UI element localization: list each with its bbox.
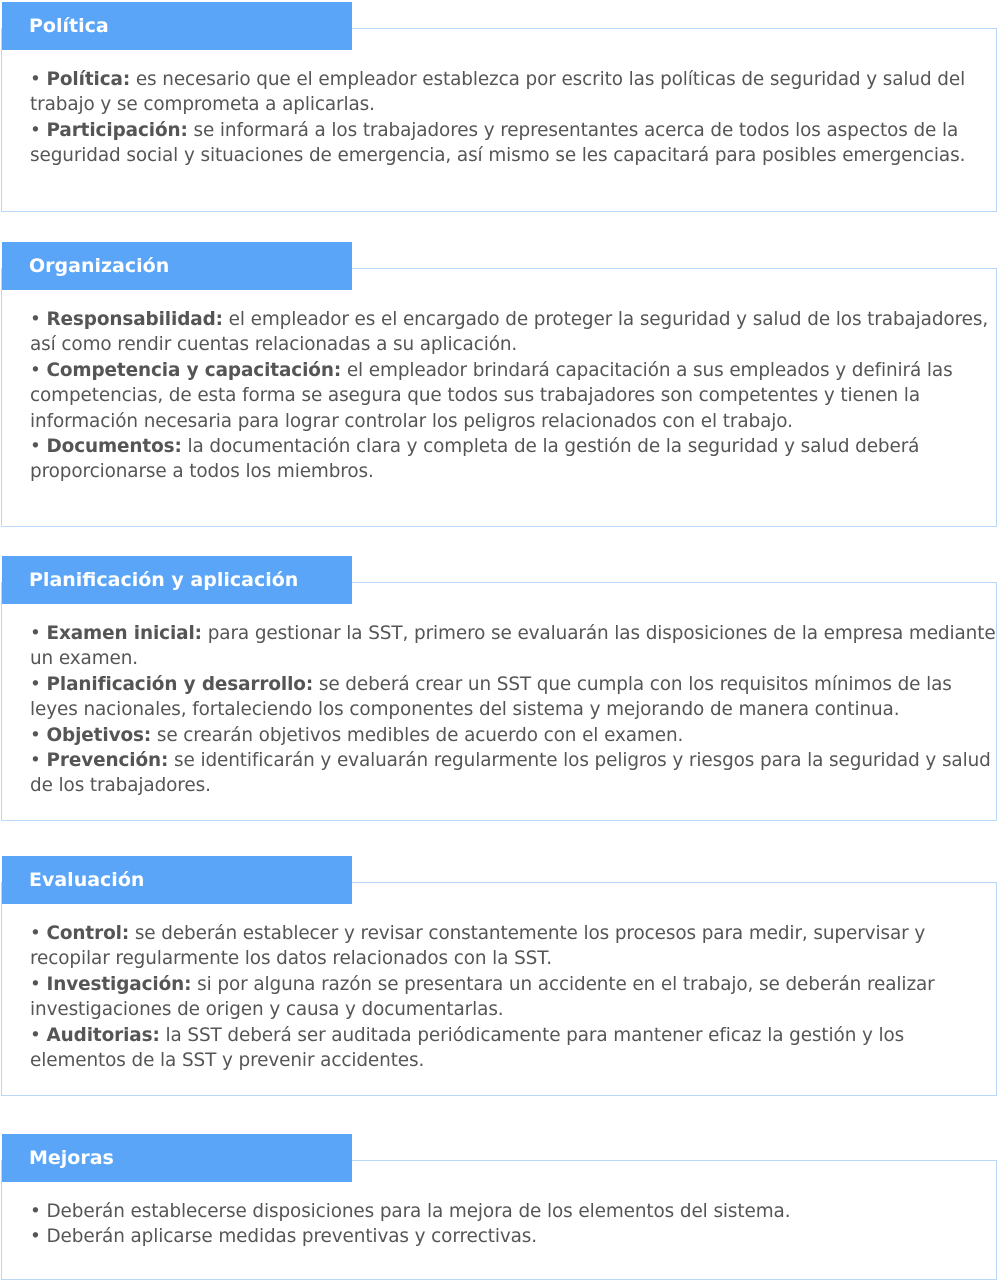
item-term: Planificación y desarrollo:	[46, 673, 314, 695]
list-item: • Objetivos: se crearán objetivos medibles de acuerdo con el examen.	[30, 724, 684, 746]
item-text: la SST deberá ser auditada periódicamente para mantener eficaz la gestión y los elementos de la SST y prevenir accidentes.	[30, 1024, 905, 1072]
item-text: se identificarán y evaluarán regularmente los peligros y riesgos para la seguridad y salud de los trabajadores.	[30, 750, 991, 797]
section-box	[1, 582, 997, 821]
item-term: Investigación:	[46, 973, 192, 995]
item-list	[30, 67, 996, 169]
item-text: se deberá crear un SST que cumpla con los requisitos mínimos de las leyes nacionales, fortaleciendo los componentes del sistema y mejorando de manera continua.	[30, 673, 952, 721]
section-box	[1, 268, 997, 527]
item-list	[30, 307, 996, 485]
item-list	[30, 921, 996, 1073]
list-item: • Planificación y desarrollo: se deberá crear un SST que cumpla con los requisitos mínimos de las leyes nacionales, fortaleciendo los componentes del sistema y mejorando de manera continua.	[30, 673, 952, 721]
item-term: Prevención:	[46, 750, 169, 772]
section-title: Planificación y aplicación	[2, 556, 352, 604]
list-item: • Política: es necesario que el empleador establezca por escrito las políticas de seguridad y salud del trabajo y se comprometa a aplicarlas.	[30, 69, 966, 116]
item-term: Examen inicial:	[46, 623, 202, 644]
item-term: Política:	[46, 69, 131, 90]
item-text: se deberán establecer y revisar constantemente los procesos para medir, supervisar y recopilar regularmente los datos relacionados con la SST.	[30, 923, 926, 970]
item-text: la documentación clara y completa de la gestión de la seguridad y salud deberá proporcionarse a todos los miembros.	[30, 436, 920, 483]
list-item: • Responsabilidad: el empleador es el encargado de proteger la seguridad y salud de los trabajadores, así como rendir cuentas relacionadas a su aplicación.	[30, 309, 989, 356]
item-term: Objetivos:	[46, 724, 152, 746]
list-item: • Prevención: se identificarán y evaluarán regularmente los peligros y riesgos para la seguridad y salud de los trabajadores.	[30, 750, 991, 797]
item-text: el empleador brindará capacitación a sus empleados y definirá las competencias, de esta forma se asegura que todos sus trabajadores son competentes y tienen la información necesaria para lograr controlar los peligros relacionados con el trabajo.	[30, 359, 953, 432]
item-text: Deberán establecerse disposiciones para la mejora de los elementos del sistema.	[46, 1201, 791, 1222]
item-term: Participación:	[46, 119, 188, 141]
section-box	[1, 882, 997, 1096]
item-text: si por alguna razón se presentara un accidente en el trabajo, se deberán realizar investigaciones de origen y causa y documentarlas.	[30, 973, 935, 1021]
item-text: Deberán aplicarse medidas preventivas y correctivas.	[46, 1226, 538, 1248]
section-title: Organización	[2, 242, 352, 290]
list-item: • Competencia y capacitación: el empleador brindará capacitación a sus empleados y definirá las competencias, de esta forma se asegura que todos sus trabajadores son competentes y tienen la información necesaria para lograr controlar los peligros relacionados con el trabajo.	[30, 359, 953, 432]
item-term: Control:	[46, 923, 130, 944]
item-term: Responsabilidad:	[46, 309, 223, 330]
item-term: Documentos:	[46, 436, 182, 458]
list-item: • Investigación: si por alguna razón se presentara un accidente en el trabajo, se deberán realizar investigaciones de origen y causa y documentarlas.	[30, 973, 935, 1021]
item-text: para gestionar la SST, primero se evaluarán las disposiciones de la empresa mediante un examen.	[30, 623, 996, 670]
item-list	[30, 621, 996, 799]
section-title: Evaluación	[2, 856, 352, 904]
list-item: • Examen inicial: para gestionar la SST, primero se evaluarán las disposiciones de la empresa mediante un examen.	[30, 623, 996, 670]
list-item: • Deberán establecerse disposiciones para la mejora de los elementos del sistema.	[30, 1201, 791, 1222]
item-text: es necesario que el empleador establezca por escrito las políticas de seguridad y salud del trabajo y se comprometa a aplicarlas.	[30, 69, 966, 116]
item-term: Competencia y capacitación:	[46, 359, 342, 381]
item-text: el empleador es el encargado de proteger la seguridad y salud de los trabajadores, así como rendir cuentas relacionadas a su aplicación.	[30, 309, 989, 356]
section-title: Mejoras	[2, 1134, 352, 1182]
item-text: se crearán objetivos medibles de acuerdo con el examen.	[151, 724, 684, 746]
list-item: • Auditorias: la SST deberá ser auditada periódicamente para mantener eficaz la gestión y los elementos de la SST y prevenir accidentes.	[30, 1024, 905, 1072]
item-text: se informará a los trabajadores y representantes acerca de todos los aspectos de la seguridad social y situaciones de emergencia, así mismo se les capacitará para posibles emergencias.	[30, 119, 966, 167]
list-item: • Deberán aplicarse medidas preventivas y correctivas.	[30, 1226, 538, 1248]
section-box	[1, 28, 997, 212]
list-item: • Participación: se informará a los trabajadores y representantes acerca de todos los aspectos de la seguridad social y situaciones de emergencia, así mismo se les capacitará para posibles emergencias.	[30, 119, 966, 167]
list-item: • Documentos: la documentación clara y completa de la gestión de la seguridad y salud deberá proporcionarse a todos los miembros.	[30, 436, 920, 483]
section-title: Política	[2, 2, 352, 50]
item-term: Auditorias:	[46, 1024, 160, 1046]
item-list	[30, 1199, 996, 1250]
list-item: • Control: se deberán establecer y revisar constantemente los procesos para medir, supervisar y recopilar regularmente los datos relacionados con la SST.	[30, 923, 926, 970]
